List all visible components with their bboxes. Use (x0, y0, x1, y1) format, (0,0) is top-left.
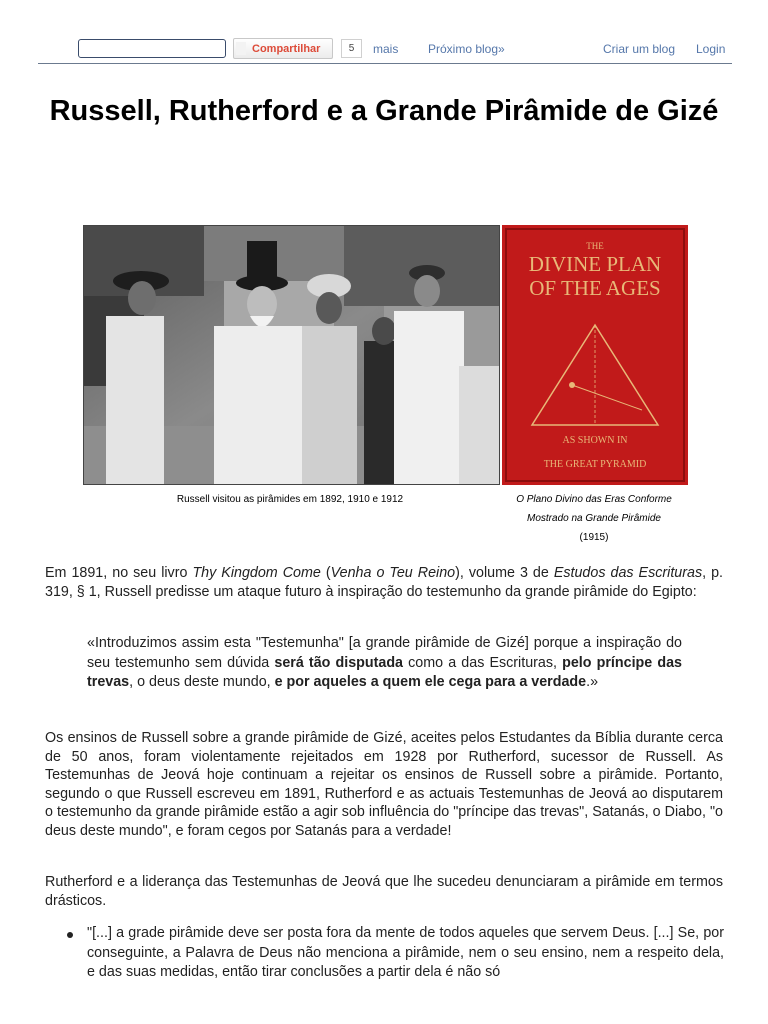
login-link[interactable]: Login (696, 42, 726, 56)
historic-photo (83, 225, 500, 485)
paragraph-denounced: Rutherford e a liderança das Testemunhas de Jeová que lhe sucedeu denunciaram a pirâmide em termos drásticos. (45, 874, 723, 909)
book-caption-year: (1915) (579, 532, 609, 543)
post-title: Russell, Rutherford e a Grande Pirâmide de Gizé (49, 95, 719, 127)
book-title-line1: THE (586, 241, 604, 251)
book-title-english: Thy Kingdom Come (192, 565, 321, 581)
create-blog-link[interactable]: Criar um blog (603, 42, 676, 56)
text: Em 1891, no seu livro (45, 565, 193, 581)
share-count: 5 (341, 39, 362, 58)
bullet-icon (67, 932, 73, 938)
paragraph-teachings: Os ensinos de Russell sobre a grande pirâmide de Gizé, aceites pelos Estudantes da Bíblia durante cerca de 50 anos, foram violentamente rejeitados em 1928 por Rutherford, sucessor de Russell. As Testemunhas de Jeová hoje continuam a rejeitar os ensinos de Russell sobre a pirâmide. Portanto, segundo o que Russell escreveu em 1891, Rutherford e as actuais Testemunhas de Jeová ao disputarem o testemunho da grande pirâmide estão a agir sob influência do "príncipe das trevas", Satanás, o Diabo, "o deus deste mundo", e foram cegos por Satanás para a verdade! (45, 730, 723, 839)
text: ( (320, 565, 331, 581)
book-caption-line2: Mostrado na Grande Pirâmide (527, 513, 661, 524)
emphasis: pelo príncipe das trevas (87, 654, 682, 690)
book-cover-image (502, 225, 688, 485)
divine-plan-book-cover (502, 225, 688, 485)
text: «Introduzimos assim esta "Testemunha" [a grande pirâmide de Gizé] porque a inspiração do seu testemunho sem dúvida (87, 635, 682, 671)
series-title: Estudos das Escrituras (553, 565, 703, 581)
text: , o deus deste mundo, (129, 674, 275, 690)
text: ), volume 3 de (455, 565, 554, 581)
text: como a das Escrituras, (403, 654, 563, 671)
book-caption (496, 490, 692, 547)
next-blog-link[interactable]: Próximo blog» (428, 42, 505, 56)
emphasis: e por aqueles a quem ele cega para a verdade (274, 674, 587, 690)
paragraph-intro (45, 564, 723, 601)
more-link[interactable]: mais (373, 42, 399, 56)
share-button-label: Compartilhar (252, 42, 321, 55)
emphasis: será tão disputada (274, 654, 404, 671)
book-caption-line1: O Plano Divino das Eras Conforme (516, 494, 672, 505)
russell-quote (87, 634, 682, 693)
text: , p. 319, § 1, Russell predisse um ataque futuro à inspiração do testemunho da grande pirâmide do Egipto: (45, 565, 724, 600)
book-subtitle-line1: AS SHOWN IN (562, 435, 628, 446)
bullet-text: "[...] a grade pirâmide deve ser posta fora da mente de todos aqueles que servem Deus. [...] Se, por conseguinte, a Palavra de Deus não menciona a pirâmide, nem o seu ensino, nem a respeito dela, e das suas medidas, então tirar conclusões a partir dela é não só (87, 925, 724, 980)
search-input[interactable] (78, 39, 226, 58)
book-title-line3: OF THE AGES (529, 276, 661, 300)
list-item (0, 924, 768, 984)
google-plus-icon (236, 42, 246, 55)
photo-caption: Russell visitou as pirâmides em 1892, 1910 e 1912 (176, 494, 404, 505)
book-title-line2: DIVINE PLAN (528, 252, 662, 276)
text: .» (586, 674, 599, 690)
book-title-portuguese: Venha o Teu Reino (330, 565, 456, 581)
share-button[interactable] (233, 38, 333, 59)
blogger-navbar (38, 36, 732, 64)
pyramid-visit-photo (84, 226, 500, 485)
book-subtitle-line2: THE GREAT PYRAMID (543, 459, 647, 470)
